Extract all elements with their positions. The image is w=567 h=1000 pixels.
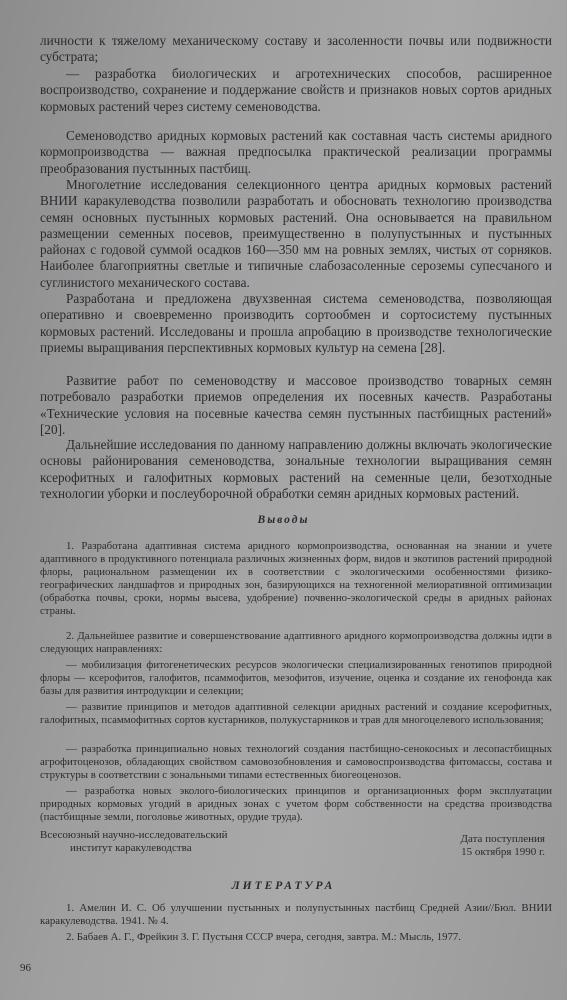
literature-heading: ЛИТЕРАТУРА <box>231 880 336 892</box>
conclusion-item-selection: — развитие принципов и методов адаптивной селекции аридных растений и создание ксерофитных, галофитных, псаммофитных сортов кустарников, полукустарников и трав для многоцелевого использования; <box>40 701 552 726</box>
received-value: 15 октября 1990 г. <box>461 846 545 858</box>
affiliation-line-2: институт каракулеводства <box>70 842 192 854</box>
conclusion-1: 1. Разработана адаптивная система аридного кормопроизводства, основанная на знании и учете адаптивного в продуктивного потенциала различных жизненных форм, видов и экотипов растений природной флоры, рациональном размещении их в соответствии с экологическими особенностями физико-географических ландшафтов и природных зон, базирующихся на техногенной мелиоративной оптимизации (обработка почвы, сроки, нормы высева, удобрение) почвенно-экологической среды в аридных районах страны. <box>40 540 552 617</box>
conclusions-heading: Выводы <box>257 514 310 526</box>
paragraph-research: Многолетние исследования селекционного центра аридных кормовых растений ВНИИ каракулеводства позволили разработать и обосновать технологию производства семян основных пустынных кормовых растений. Она основывается на правильном размещении семенных посевов, преимущественно в полупустынных и пустынных районах с годовой суммой осадков 160—350 мм на ровных землях, чистых от сорняков. Наиболее благоприятны светлые и типичные слабозасоленные сероземы супесчаного и суглинистого механического состава. <box>40 177 552 290</box>
affiliation <box>40 829 227 855</box>
conclusion-item-mobilization: — мобилизация фитогенетических ресурсов экологически специализированных генотипов природной флоры — ксерофитов, галофитов, псаммофитов, мезофитов, изучение, оценка и создание их генофонда как базы для развития интродукции и селекции; <box>40 659 552 697</box>
paragraph-seed-quality: Развитие работ по семеноводству и массовое производство товарных семян потребовало разработки приемов определения их посевных качеств. Разработаны «Технические условия на посевные качества семян пустынных пастбищных растений» [20]. <box>40 373 552 437</box>
conclusion-item-technologies: — разработка принципиально новых технологий создания пастбищно-сенокосных и лесопастбищных агрофитоценозов, обладающих свойством самовозобновления и самовоспроизводства фитомассы, состава и структуры в соответствии с зональными типами естественных биогеоценозов. <box>40 743 552 781</box>
paragraph-two-tier-system: Разработана и предложена двухзвенная система семеноводства, позволяющая оперативно и своевременно производить сортообмен и сортосистему пустынных кормовых растений. Исследованы и прошла апробацию в производстве технологические приемы выращивания перспективных кормовых культур на семена [28]. <box>40 291 552 355</box>
reference-2: 2. Бабаев А. Г., Фрейкин З. Г. Пустыня СССР вчера, сегодня, завтра. М.: Мысль, 1977. <box>66 931 461 943</box>
paragraph-substrate: личности к тяжелому механическому составу и засоленности почвы или подвижности субстрата; <box>40 33 552 65</box>
paragraph-seed-production: Семеноводство аридных кормовых растений как составная часть системы аридного кормопроизводства — важная предпосылка практической реализации программы преобразования пустынных пастбищ. <box>40 128 552 176</box>
received-date <box>461 833 545 859</box>
paragraph-further-research: Дальнейшие исследования по данному направлению должны включать экологические основы районирования семеноводства, зональные технологии выращивания семян ксерофитных и галофитных кормовых растений на семенные цели, безотходные технологии уборки и послеуборочной обработки семян аридных кормовых растений. <box>40 437 552 501</box>
conclusion-item-organization: — разработка новых эколого-биологических принципов и организационных форм эксплуатации природных кормовых угодий в аридных зонах с учетом форм собственности на средства производства (пастбищные земли, поголовье животных, орудие труда). <box>40 785 552 823</box>
reference-1: 1. Амелин И. С. Об улучшении пустынных и полупустынных пастбищ Средней Азии//Бюл. ВНИИ каракулеводства. 1941. № 4. <box>40 902 552 927</box>
paragraph-seed-system: — разработка биологических и агротехнических способов, расширенное воспроизводство, сохранение и поддержание свойств и признаков новых сортов аридных кормовых растений через систему семеноводства. <box>40 66 552 114</box>
affiliation-line-1: Всесоюзный научно-исследовательский <box>40 829 228 841</box>
conclusion-2: 2. Дальнейшее развитие и совершенствование адаптивного аридного кормопроизводства должны идти в следующих направлениях: <box>40 630 552 655</box>
page-number: 96 <box>20 962 31 974</box>
received-label: Дата поступления <box>460 833 545 845</box>
